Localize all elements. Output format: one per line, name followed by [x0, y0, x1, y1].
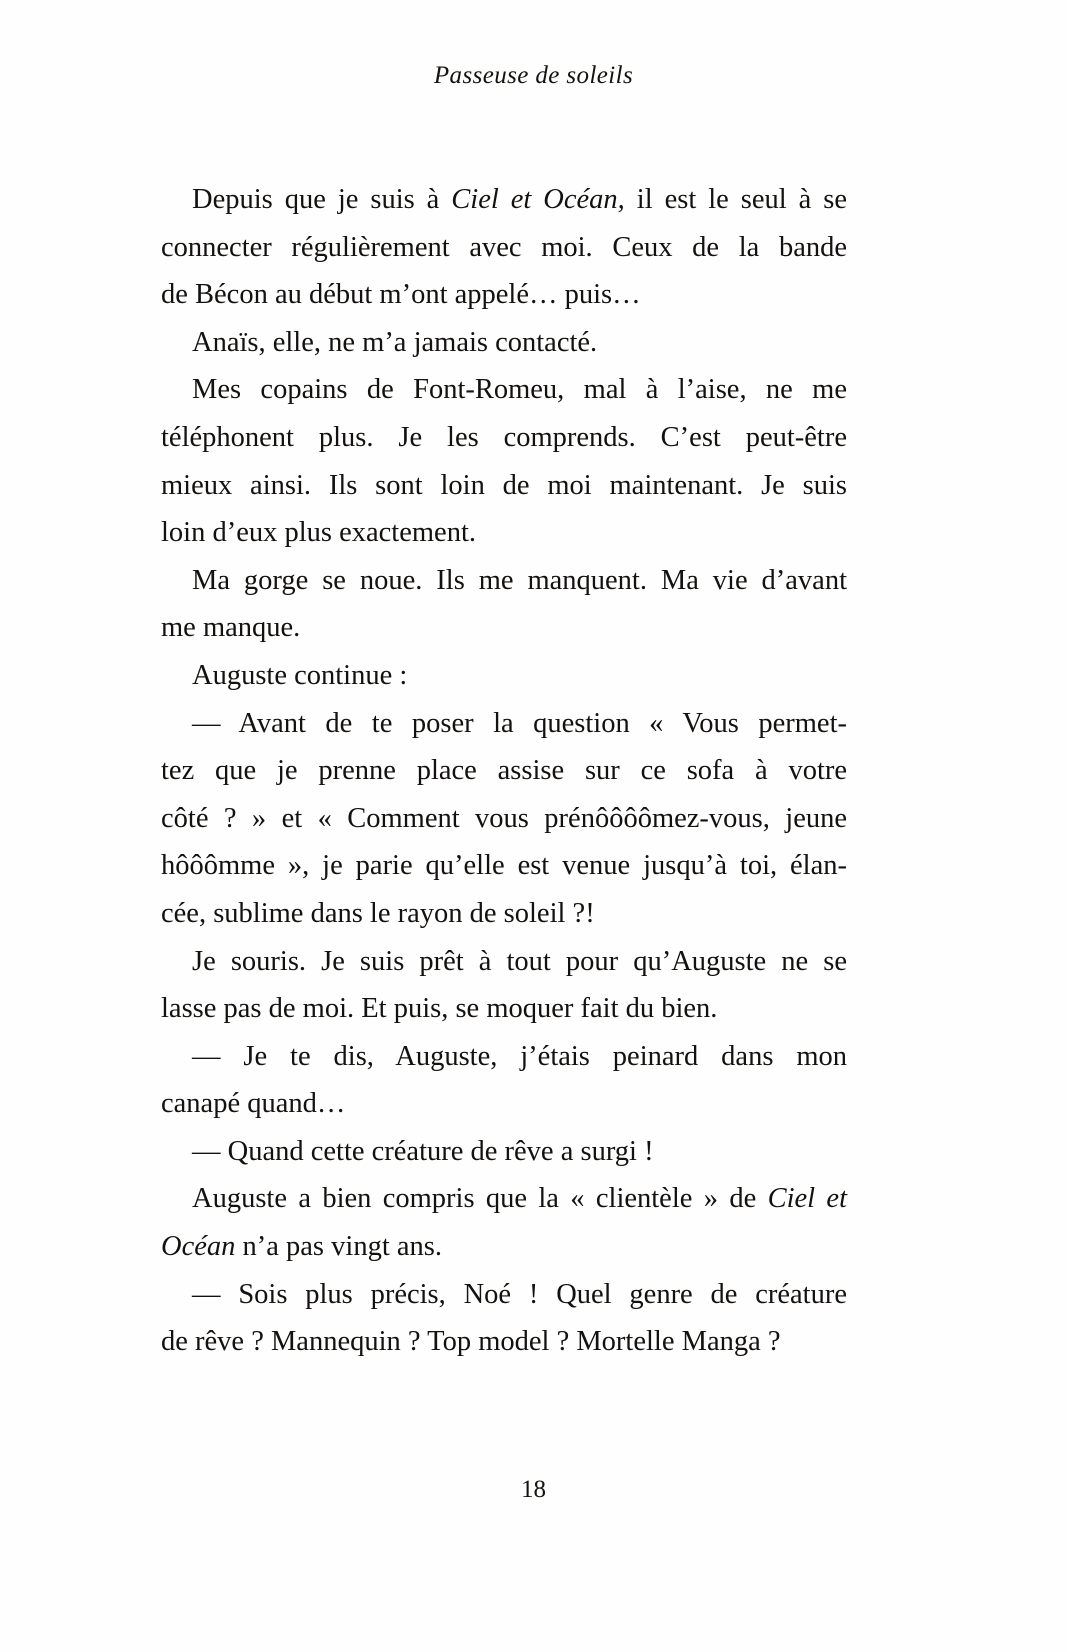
text-line	[161, 842, 847, 890]
paragraph-dialogue	[161, 1128, 847, 1176]
text-run: de Bécon au début m’ont appelé… puis…	[161, 279, 641, 311]
text-line	[161, 700, 847, 748]
text-line	[161, 557, 847, 605]
text-line	[161, 985, 847, 1033]
text-line	[161, 1033, 847, 1081]
text-run: loin d’eux plus exactement.	[161, 517, 476, 549]
paragraph-narrative	[161, 557, 847, 652]
text-line	[161, 747, 847, 795]
text-run: Depuis que je suis à	[192, 184, 452, 215]
text-run: Mes copains de Font-Romeu, mal à l’aise, ne me	[192, 374, 847, 406]
text-line	[161, 1271, 847, 1319]
text-line	[161, 1318, 847, 1366]
text-line	[161, 652, 847, 700]
text-line	[161, 1175, 847, 1223]
paragraph-narrative	[161, 319, 847, 367]
text-run: cée, sublime dans le rayon de soleil ?!	[161, 897, 595, 929]
text-line	[161, 414, 847, 462]
italic-title: Ciel et Océan,	[451, 184, 625, 215]
text-line	[161, 604, 847, 652]
text-run: de rêve ? Mannequin ? Top model ? Mortelle Manga ?	[161, 1326, 781, 1358]
paragraph-narrative	[161, 652, 847, 700]
text-line	[161, 938, 847, 986]
text-run: mieux ainsi. Ils sont loin de moi maintenant. Je suis	[161, 469, 847, 501]
paragraph-narrative	[161, 366, 847, 556]
paragraph-dialogue	[161, 1033, 847, 1128]
text-run: il est le seul à se	[624, 184, 847, 215]
text-run: — Avant de te poser la question « Vous permet-	[192, 707, 847, 739]
text-run: canapé quand…	[161, 1088, 346, 1120]
text-line	[161, 1223, 847, 1271]
text-run: me manque.	[161, 612, 301, 644]
text-run: Auguste a bien compris que la « clientèle » de	[192, 1183, 768, 1215]
text-run: — Je te dis, Auguste, j’étais peinard dans mon	[192, 1040, 847, 1072]
text-run: lasse pas de moi. Et puis, se moquer fait du bien.	[161, 993, 718, 1025]
text-run: — Quand cette créature de rêve a surgi !	[192, 1135, 654, 1167]
running-head: Passeuse de soleils	[433, 62, 634, 89]
body-text-block	[161, 176, 847, 1366]
text-run: téléphonent plus. Je les comprends. C’est peut-être	[161, 421, 847, 453]
text-line	[161, 366, 847, 414]
text-run: — Sois plus précis, Noé ! Quel genre de créature	[192, 1278, 847, 1310]
text-line	[161, 890, 847, 938]
italic-title: Océan	[161, 1231, 236, 1263]
text-run: connecter régulièrement avec moi. Ceux de la bande	[161, 231, 847, 263]
paragraph-dialogue	[161, 700, 847, 938]
paragraph-dialogue	[161, 1271, 847, 1366]
text-line	[161, 1128, 847, 1176]
text-run: côté ? » et « Comment vous prénôôôômez-vous, jeune	[161, 802, 847, 834]
text-run: Auguste continue :	[192, 659, 408, 691]
page-number: 18	[521, 1476, 546, 1503]
text-run: Anaïs, elle, ne m’a jamais contacté.	[192, 326, 598, 358]
paragraph-narrative	[161, 1175, 847, 1270]
text-line	[161, 319, 847, 367]
text-line	[161, 176, 847, 224]
text-run: Je souris. Je suis prêt à tout pour qu’Auguste ne se	[192, 945, 847, 977]
paragraph-narrative	[161, 938, 847, 1033]
text-run: n’a pas vingt ans.	[235, 1231, 442, 1263]
text-line	[161, 509, 847, 557]
text-line	[161, 795, 847, 843]
text-line	[161, 462, 847, 510]
text-line	[161, 224, 847, 272]
paragraph-narrative	[161, 176, 847, 319]
text-run: tez que je prenne place assise sur ce sofa à votre	[161, 755, 847, 787]
text-run: hôôômme », je parie qu’elle est venue jusqu’à toi, élan-	[161, 850, 847, 882]
text-line	[161, 1080, 847, 1128]
text-line	[161, 271, 847, 319]
text-run: Ma gorge se noue. Ils me manquent. Ma vie d’avant	[192, 564, 847, 596]
italic-title: Ciel et	[767, 1183, 847, 1215]
